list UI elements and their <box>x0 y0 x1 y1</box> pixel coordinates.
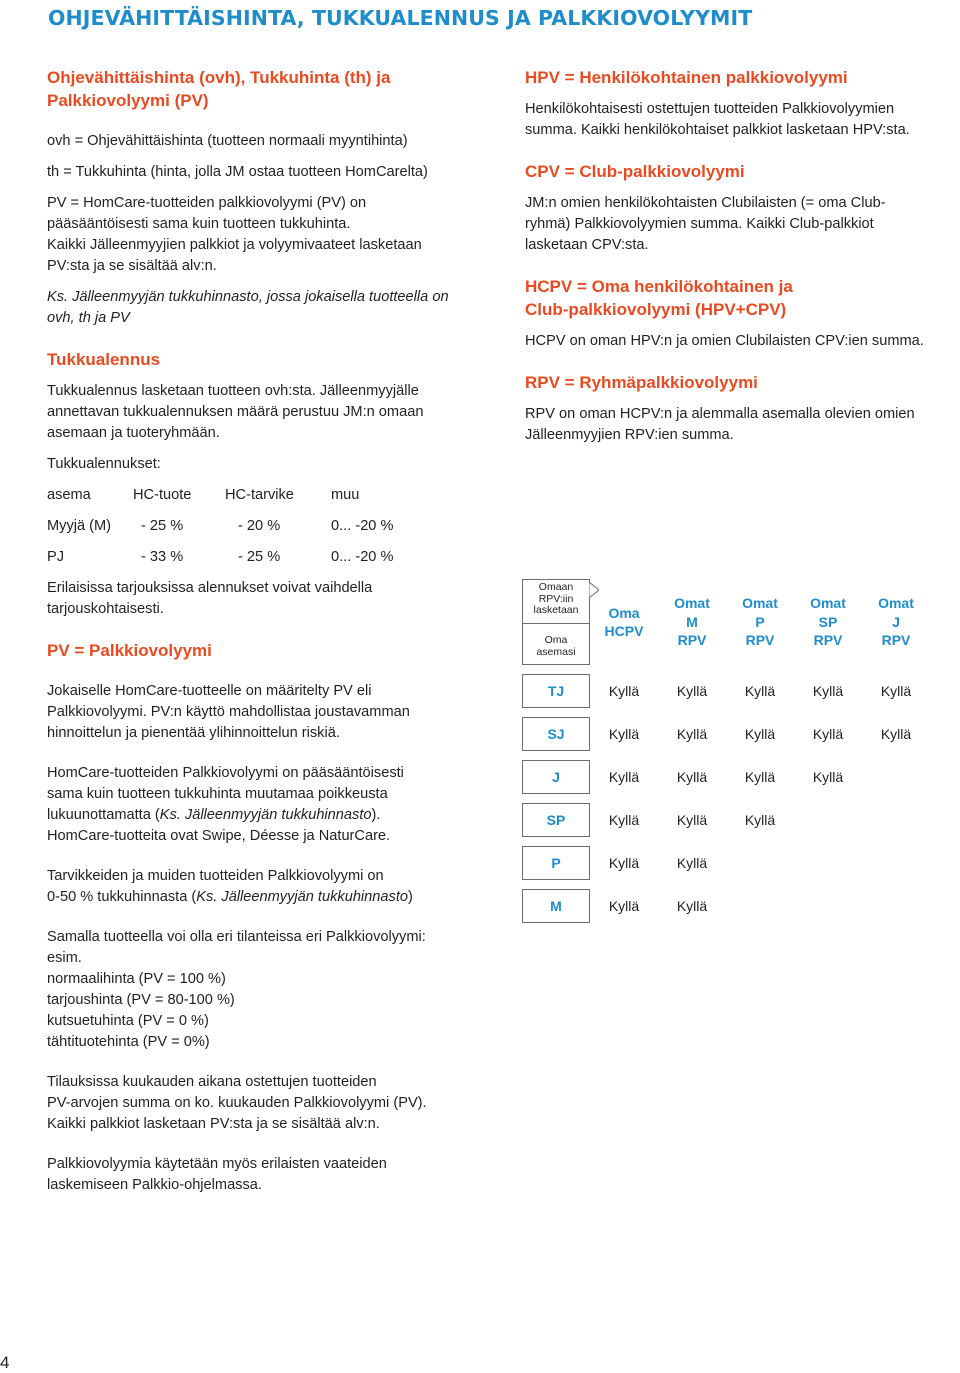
arrow-right-icon <box>589 582 599 598</box>
text-line: annettavan tukkualennuksen määrä perustuu JM:n omaan <box>47 404 424 420</box>
definition-ovh: ovh = Ohjevähittäishinta (tuotteen normaali myyntihinta) <box>47 133 408 149</box>
tarvike-pv-text <box>47 866 487 908</box>
rpv-text <box>525 404 957 446</box>
column-header-m <box>658 579 726 665</box>
discount-cell: 0... -20 % <box>331 518 394 534</box>
discount-header-row <box>47 485 487 516</box>
matrix-cell: Kyllä <box>608 683 640 699</box>
text-line: Jälleenmyyjien RPV:ien summa. <box>525 427 734 443</box>
text-line: Tukkualennus lasketaan tuotteen ovh:sta. Jälleenmyyjälle <box>47 383 419 399</box>
header-line: Omat <box>742 595 778 612</box>
row-header: TJ <box>522 674 590 708</box>
heading-line: Ohjevähittäishinta (ovh), Tukkuhinta (th) ja <box>47 68 391 87</box>
heading-line: HCPV = Oma henkilökohtainen ja <box>525 277 793 296</box>
matrix-cell <box>726 889 794 923</box>
matrix-cell <box>862 803 930 837</box>
matrix-corner-cell <box>522 579 590 665</box>
text-line: Jokaiselle HomCare-tuotteelle on määritelty PV eli <box>47 683 372 699</box>
matrix-cell: Kyllä <box>676 855 708 871</box>
matrix-cell: Kyllä <box>676 726 708 742</box>
text-line: JM:n omien henkilökohtaisten Clubilaisten (= oma Club- <box>525 195 886 211</box>
text-line: ). <box>371 807 381 823</box>
text-line: laskemiseen Palkkio-ohjelmassa. <box>47 1177 262 1193</box>
matrix-row <box>522 760 930 794</box>
section-heading-pv: PV = Palkkiovolyymi <box>47 641 212 660</box>
matrix-cell: Kyllä <box>608 855 640 871</box>
discount-cell: - 20 % <box>238 518 281 534</box>
matrix-cell: Kyllä <box>676 812 708 828</box>
offers-note <box>47 578 487 620</box>
corner-text: RPV:iin <box>538 592 574 605</box>
matrix-row <box>522 889 930 923</box>
text-line: Tilauksissa kuukauden aikana ostettujen tuotteiden <box>47 1074 377 1090</box>
matrix-cell: Kyllä <box>608 769 640 785</box>
text-line: tähtituotehinta (PV = 0%) <box>47 1034 210 1050</box>
header-line: Omat <box>810 595 846 612</box>
matrix-row <box>522 674 930 708</box>
matrix-cell <box>862 760 930 794</box>
matrix-row <box>522 803 930 837</box>
matrix-cell: Kyllä <box>676 898 708 914</box>
matrix-cell: Kyllä <box>744 769 776 785</box>
row-header: SP <box>522 803 590 837</box>
page-number: 4 <box>0 1353 10 1372</box>
text-line: Ks. Jälleenmyyjän tukkuhinnasto, jossa jokaisella tuotteella on <box>47 289 449 305</box>
discount-header: muu <box>331 487 360 503</box>
column-header-sp <box>794 579 862 665</box>
matrix-cell: Kyllä <box>812 683 844 699</box>
discount-header: HC-tuote <box>133 487 192 503</box>
discount-header: HC-tarvike <box>225 487 294 503</box>
corner-top-label <box>523 582 589 617</box>
text-line: Samalla tuotteella voi olla eri tilanteissa eri Palkkiovolyymi: <box>47 929 426 945</box>
text-line: Kaikki palkkiot lasketaan PV:sta ja se sisältää alv:n. <box>47 1116 380 1132</box>
corner-text: Oma <box>544 634 568 646</box>
column-header-j <box>862 579 930 665</box>
discount-cell: - 25 % <box>141 518 184 534</box>
text-line: PV-arvojen summa on ko. kuukauden Palkkiovolyymi (PV). <box>47 1095 427 1111</box>
header-line: Oma <box>608 604 640 621</box>
header-line: HCPV <box>604 623 644 639</box>
matrix-cell: Kyllä <box>676 769 708 785</box>
text-line: sama kuin tuotteen tukkuhinta muutamaa poikkeusta <box>47 786 388 802</box>
text-line: ryhmä) Palkkiovolyymien summa. Kaikki Club-palkkiot <box>525 216 874 232</box>
column-header-hcpv <box>590 579 658 665</box>
header-line: RPV <box>677 632 707 649</box>
text-line: ) <box>408 889 413 905</box>
text-line: Tarvikkeiden ja muiden tuotteiden Palkkiovolyymi on <box>47 868 384 884</box>
text-line: pääsääntöisesti sama kuin tuotteen tukkuhinta. <box>47 216 351 232</box>
matrix-cell: Kyllä <box>812 726 844 742</box>
text-line: Palkkiovolyymia käytetään myös erilaisten vaateiden <box>47 1156 387 1172</box>
matrix-cell <box>862 846 930 880</box>
examples-text <box>47 927 487 1053</box>
section-heading-hcpv <box>525 275 957 321</box>
definition-th: th = Tukkuhinta (hinta, jolla JM ostaa tuotteen HomCarelta) <box>47 164 428 180</box>
text-line: tarjoushinta (PV = 80-100 %) <box>47 992 235 1008</box>
hpv-text <box>525 99 957 141</box>
discount-list-label: Tukkualennukset: <box>47 456 161 472</box>
column-header-p <box>726 579 794 665</box>
corner-text: lasketaan <box>533 604 579 616</box>
text-line: Henkilökohtaisesti ostettujen tuotteiden Palkkiovolyymien <box>525 101 895 117</box>
reference-note <box>47 287 487 329</box>
discount-cell: - 25 % <box>238 549 281 565</box>
section-heading-cpv: CPV = Club-palkkiovolyymi <box>525 162 745 181</box>
rpv-matrix-table <box>522 570 930 932</box>
corner-text: Omaan <box>538 581 574 593</box>
discount-cell: 0... -20 % <box>331 549 394 565</box>
text-line: summa. Kaikki henkilökohtaiset palkkiot lasketaan HPV:sta. <box>525 122 910 138</box>
header-line: RPV <box>745 632 775 649</box>
discount-row <box>47 516 487 547</box>
section-heading-rpv: RPV = Ryhmäpalkkiovolyymi <box>525 373 758 392</box>
text-line: Erilaisissa tarjouksissa alennukset voivat vaihdella <box>47 580 373 596</box>
discount-row <box>47 547 487 578</box>
matrix-cell: Kyllä <box>744 726 776 742</box>
matrix-row <box>522 846 930 880</box>
header-line: J <box>892 613 900 630</box>
matrix-cell <box>862 889 930 923</box>
reference-italic: Ks. Jälleenmyyjän tukkuhinnasto <box>196 889 408 905</box>
pv-description <box>47 681 487 744</box>
text-line: lukuunottamatta ( <box>47 807 160 823</box>
text-line: 0-50 % tukkuhinnasta ( <box>47 889 197 905</box>
matrix-cell: Kyllä <box>880 683 912 699</box>
program-text <box>47 1154 487 1196</box>
header-line: Omat <box>878 595 914 612</box>
text-line: Palkkiovolyymi. PV:n käyttö mahdollistaa joustavamman <box>47 704 410 720</box>
matrix-cell <box>794 846 862 880</box>
matrix-cell: Kyllä <box>608 726 640 742</box>
header-line: Omat <box>674 595 710 612</box>
matrix-cell <box>794 889 862 923</box>
matrix-cell: Kyllä <box>608 898 640 914</box>
text-line: HomCare-tuotteiden Palkkiovolyymi on pääsääntöisesti <box>47 765 404 781</box>
reference-italic: Ks. Jälleenmyyjän tukkuhinnasto <box>159 807 372 823</box>
matrix-cell: Kyllä <box>880 726 912 742</box>
orders-text <box>47 1072 487 1135</box>
homcare-pv-text <box>47 763 487 847</box>
text-line: hinnoittelun ja pienentää ylihinnoittelun riskiä. <box>47 725 340 741</box>
header-line: RPV <box>813 632 843 649</box>
row-header: P <box>522 846 590 880</box>
discount-header: asema <box>47 487 91 503</box>
text-line: HomCare-tuotteita ovat Swipe, Déesse ja NaturCare. <box>47 828 391 844</box>
text-line: normaalihinta (PV = 100 %) <box>47 971 226 987</box>
header-line: M <box>686 613 698 630</box>
text-line: ovh, th ja PV <box>47 310 130 326</box>
cpv-text <box>525 193 957 256</box>
row-header: J <box>522 760 590 794</box>
header-line: RPV <box>881 632 911 649</box>
text-line: asemaan ja tuoteryhmään. <box>47 425 220 441</box>
matrix-cell: Kyllä <box>744 812 776 828</box>
matrix-row <box>522 717 930 751</box>
text-line: Kaikki Jälleenmyyjien palkkiot ja volyymivaateet lasketaan <box>47 237 422 253</box>
row-header: SJ <box>522 717 590 751</box>
header-line: P <box>755 613 765 630</box>
discount-cell: - 33 % <box>141 549 184 565</box>
matrix-cell: Kyllä <box>812 769 844 785</box>
section-heading-ovh <box>47 66 487 112</box>
tukkualennus-text <box>47 381 487 444</box>
matrix-cell: Kyllä <box>608 812 640 828</box>
discount-cell: Myyjä (M) <box>47 518 112 534</box>
text-line: kutsuetuhinta (PV = 0 %) <box>47 1013 209 1029</box>
text-line: lasketaan CPV:sta. <box>525 237 649 253</box>
left-column <box>47 66 487 1196</box>
corner-divider <box>523 623 589 624</box>
matrix-cell: Kyllä <box>744 683 776 699</box>
text-line: PV = HomCare-tuotteiden palkkiovolyymi (PV) on <box>47 195 367 211</box>
right-column <box>525 66 957 446</box>
text-line: esim. <box>47 950 82 966</box>
definition-pv <box>47 193 487 277</box>
text-line: tarjouskohtaisesti. <box>47 601 164 617</box>
matrix-header-row <box>522 579 930 665</box>
matrix-cell <box>794 803 862 837</box>
row-header: M <box>522 889 590 923</box>
discount-cell: PJ <box>47 549 65 565</box>
heading-line: Club-palkkiovolyymi (HPV+CPV) <box>525 300 787 319</box>
corner-bottom-label <box>523 635 589 658</box>
page-title: OHJEVÄHITTÄISHINTA, TUKKUALENNUS JA PALKKIOVOLYYMIT <box>48 6 753 30</box>
heading-line: Palkkiovolyymi (PV) <box>47 91 209 110</box>
matrix-cell: Kyllä <box>676 683 708 699</box>
section-heading-tukkualennus: Tukkualennus <box>47 350 161 369</box>
text-line: RPV on oman HCPV:n ja alemmalla asemalla olevien omien <box>525 406 915 422</box>
header-line: SP <box>818 613 838 630</box>
corner-text: asemasi <box>536 645 576 658</box>
matrix-cell <box>726 846 794 880</box>
text-line: PV:sta ja se sisältää alv:n. <box>47 258 217 274</box>
hcpv-text: HCPV on oman HPV:n ja omien Clubilaisten CPV:ien summa. <box>525 333 924 349</box>
section-heading-hpv: HPV = Henkilökohtainen palkkiovolyymi <box>525 68 848 87</box>
